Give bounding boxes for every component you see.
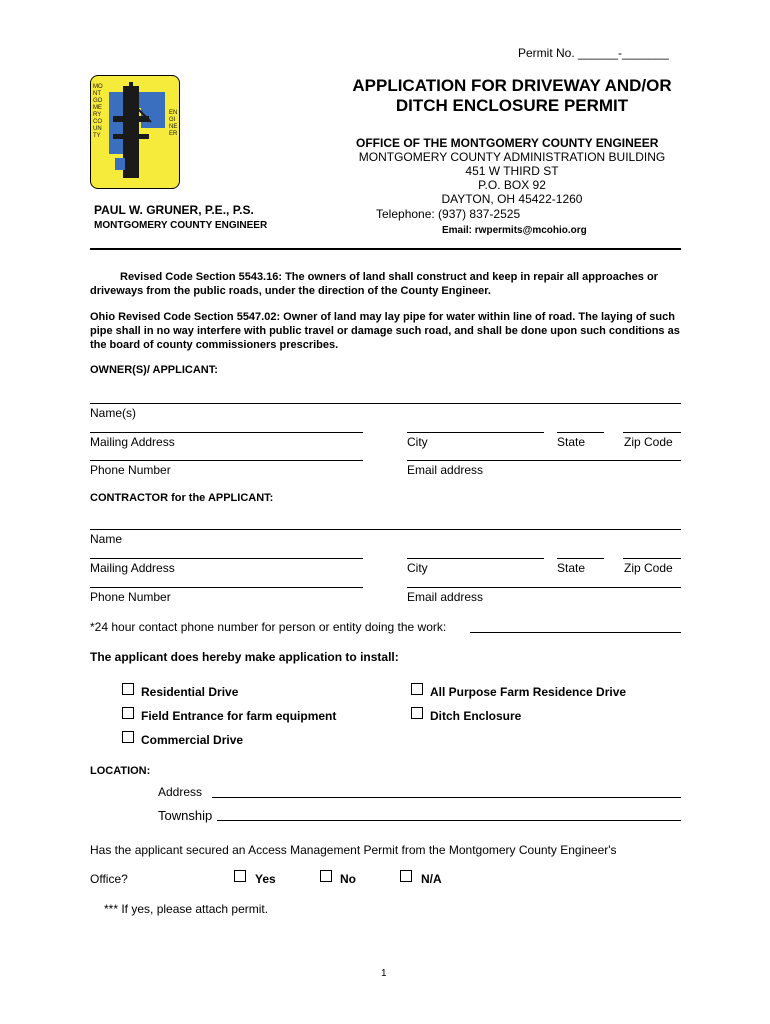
attach-permit-note: *** If yes, please attach permit. xyxy=(104,902,269,916)
owner-zip-label: Zip Code xyxy=(624,435,673,449)
street-address: 451 W THIRD ST xyxy=(465,164,559,178)
access-na-checkbox[interactable] xyxy=(400,870,412,882)
contractor-mailing-line[interactable] xyxy=(90,558,363,559)
names-line[interactable] xyxy=(90,403,681,404)
owner-mailing-line[interactable] xyxy=(90,432,363,433)
county-engineer-logo xyxy=(90,75,180,189)
owner-phone-label: Phone Number xyxy=(90,463,171,477)
access-no-label: No xyxy=(340,872,356,886)
contractor-name-label: Name xyxy=(90,532,123,546)
contractor-mailing-label: Mailing Address xyxy=(90,561,175,575)
residential-drive-label: Residential Drive xyxy=(141,685,239,699)
engineer-name: PAUL W. GRUNER, P.E., P.S. xyxy=(94,203,254,217)
contractor-name-line[interactable] xyxy=(90,529,681,530)
contractor-city-label: City xyxy=(407,561,428,575)
location-address-label: Address xyxy=(158,785,203,799)
access-no-checkbox[interactable] xyxy=(320,870,332,882)
office-name: OFFICE OF THE MONTGOMERY COUNTY ENGINEER xyxy=(356,136,659,150)
farm-residence-drive-label: All Purpose Farm Residence Drive xyxy=(430,685,627,699)
owner-mailing-label: Mailing Address xyxy=(90,435,175,449)
field-entrance-checkbox[interactable] xyxy=(122,707,134,719)
residential-drive-checkbox[interactable] xyxy=(122,683,134,695)
owner-city-label: City xyxy=(407,435,428,449)
ditch-enclosure-label: Ditch Enclosure xyxy=(430,709,522,723)
access-question-line1: Has the applicant secured an Access Management Permit from the Montgomery County Engineer's xyxy=(90,843,617,857)
access-question-line2: Office? xyxy=(90,872,128,886)
contact-24h-label: *24 hour contact phone number for person or entity doing the work: xyxy=(90,620,447,634)
page-number: 1 xyxy=(381,968,387,979)
contractor-zip-line[interactable] xyxy=(623,558,681,559)
access-yes-label: Yes xyxy=(255,872,276,886)
form-title xyxy=(340,76,684,116)
engineer-title: MONTGOMERY COUNTY ENGINEER xyxy=(94,220,268,231)
access-na-label: N/A xyxy=(421,872,442,886)
access-yes-checkbox[interactable] xyxy=(234,870,246,882)
contractor-heading: CONTRACTOR for the APPLICANT: xyxy=(90,492,274,504)
title-line-2: DITCH ENCLOSURE PERMIT xyxy=(395,96,629,115)
office-address xyxy=(340,150,684,206)
permit-number: Permit No. ______-_______ xyxy=(518,46,669,60)
owner-email-label: Email address xyxy=(407,463,484,477)
city-zip: DAYTON, OH 45422-1260 xyxy=(441,192,583,206)
location-township-label: Township xyxy=(158,808,213,823)
building-name: MONTGOMERY COUNTY ADMINISTRATION BUILDING xyxy=(358,150,666,164)
email-address: Email: rwpermits@mcohio.org xyxy=(442,225,587,236)
telephone: Telephone: (937) 837-2525 xyxy=(376,207,521,221)
contractor-phone-line[interactable] xyxy=(90,587,363,588)
title-line-1: APPLICATION FOR DRIVEWAY AND/OR xyxy=(352,76,672,95)
contractor-state-label: State xyxy=(557,561,586,575)
logo-text-right: ENGINEER xyxy=(169,110,178,137)
header-divider xyxy=(90,248,681,250)
ditch-enclosure-checkbox[interactable] xyxy=(411,707,423,719)
location-heading: LOCATION: xyxy=(90,765,151,777)
contractor-zip-label: Zip Code xyxy=(624,561,673,575)
po-box: P.O. BOX 92 xyxy=(478,178,546,192)
statute-5547: Ohio Revised Code Section 5547.02: Owner of land may lay pipe for water within line of road. The laying of such pipe shall in no way interfere with public travel or damage such road, and shall be done upon such conditions as the board of county commissioners prescribes. xyxy=(90,311,680,351)
location-address-line[interactable] xyxy=(212,797,681,798)
logo-text-left: MONTGOMERY COUNTY xyxy=(93,84,103,139)
commercial-drive-label: Commercial Drive xyxy=(141,733,244,747)
owner-names-label: Name(s) xyxy=(90,406,137,420)
contractor-email-line[interactable] xyxy=(407,587,681,588)
farm-residence-drive-checkbox[interactable] xyxy=(411,683,423,695)
contractor-email-label: Email address xyxy=(407,590,484,604)
commercial-drive-checkbox[interactable] xyxy=(122,731,134,743)
owner-heading: OWNER(S)/ APPLICANT: xyxy=(90,364,218,376)
location-township-line[interactable] xyxy=(217,820,681,821)
owner-city-line[interactable] xyxy=(407,432,544,433)
contractor-phone-label: Phone Number xyxy=(90,590,171,604)
owner-state-label: State xyxy=(557,435,586,449)
field-entrance-label: Field Entrance for farm equipment xyxy=(141,709,337,723)
owner-phone-line[interactable] xyxy=(90,460,363,461)
owner-email-line[interactable] xyxy=(407,460,681,461)
contractor-state-line[interactable] xyxy=(557,558,604,559)
install-heading: The applicant does hereby make application to install: xyxy=(90,650,399,664)
statute-5543: Revised Code Section 5543.16: The owners of land shall construct and keep in repair all approaches or driveways from the public roads, under the direction of the County Engineer. xyxy=(90,271,658,297)
owner-zip-line[interactable] xyxy=(623,432,681,433)
logo-graphic-icon xyxy=(91,76,180,189)
contractor-city-line[interactable] xyxy=(407,558,544,559)
owner-state-line[interactable] xyxy=(557,432,604,433)
contact-24h-line[interactable] xyxy=(470,632,681,633)
